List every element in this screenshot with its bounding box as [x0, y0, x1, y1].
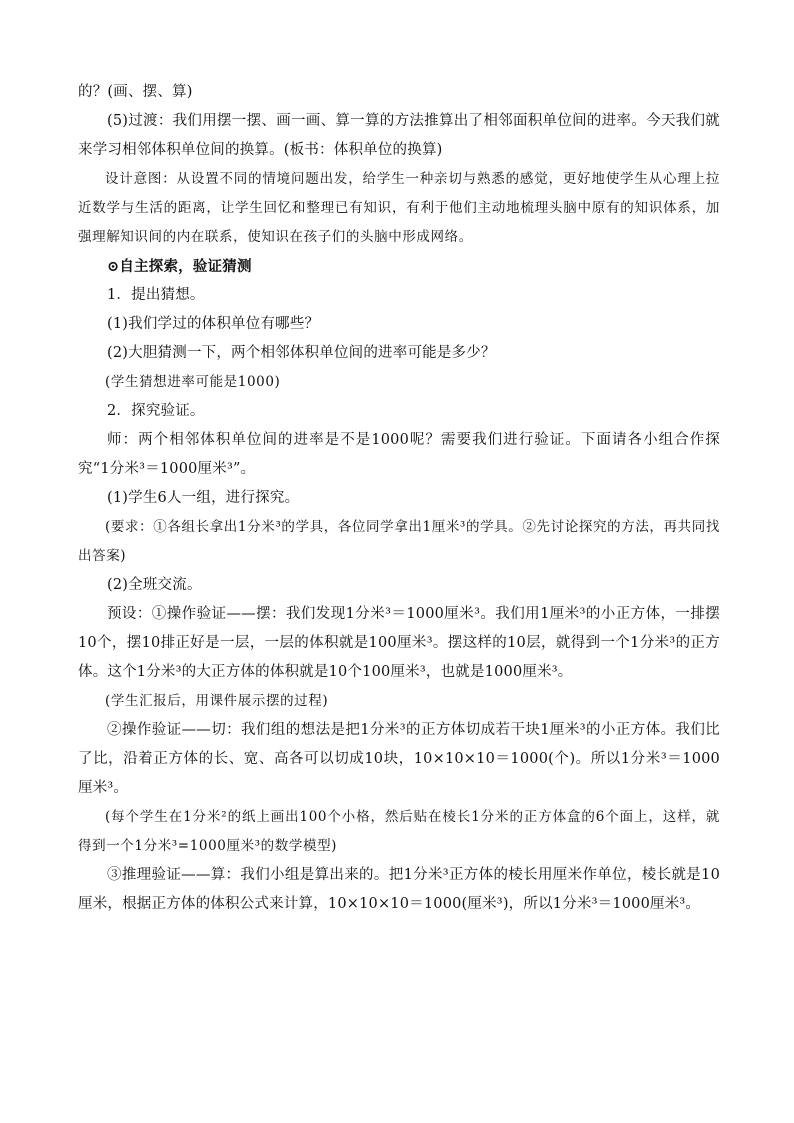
paragraph-17: ③推理验证——算：我们小组是算出来的。把1分米³正方体的棱长用厘米作单位，棱长就是10厘米，根据正方体的体积公式来计算，10×10×10＝1000(厘米³)，所以1分米³＝1000厘米³。 [78, 867, 720, 912]
paragraph-4: 1．提出猜想。 [107, 287, 205, 303]
paragraph-14: (学生汇报后，用课件展示摆的过程) [105, 693, 329, 709]
paragraph-1: (5)过渡：我们用摆一摆、画一画、算一算的方法推算出了相邻面积单位间的进率。今天我们就来学习相邻体积单位间的换算。(板书：体积单位的换算) [78, 113, 720, 158]
paragraph-11: (要求：①各组长拿出1分米³的学具，各位同学拿出1厘米³的学具。②先讨论探究的方法，再共同找出答案) [78, 519, 720, 564]
paragraph-6: (2)大胆猜测一下，两个相邻体积单位间的进率可能是多少？ [107, 345, 496, 361]
paragraph-0: 的？(画、摆、算) [78, 84, 193, 100]
paragraph-8: 2．探究验证。 [107, 403, 205, 419]
paragraph-12: (2)全班交流。 [107, 577, 202, 593]
paragraph-2: 设计意图：从设置不同的情境问题出发，给学生一种亲切与熟悉的感觉，更好地使学生从心理上拉近数学与生活的距离，让学生回忆和整理已有知识，有利于他们主动地梳理头脑中原有的知识体系，加强理解知识间的内在联系，使知识在孩子们的头脑中形成网络。 [78, 171, 720, 245]
paragraph-3: ⊙自主探索，验证猜测 [107, 258, 252, 275]
paragraph-9: 师：两个相邻体积单位间的进率是不是1000呢？需要我们进行验证。下面请各小组合作探究“1分米³＝1000厘米³”。 [78, 432, 720, 477]
paragraph-15: ②操作验证——切：我们组的想法是把1分米³的正方体切成若干块1厘米³的小正方体。我们比了比，沿着正方体的长、宽、高各可以切成10块，10×10×10＝1000(个)。所以1分米³＝1000厘米³。 [78, 722, 720, 796]
paragraph-10: (1)学生6人一组，进行探究。 [107, 490, 300, 506]
paragraph-13: 预设：①操作验证——摆：我们发现1分米³＝1000厘米³。我们用1厘米³的小正方体，一排摆10个，摆10排正好是一层，一层的体积就是100厘米³。摆这样的10层，就得到一个1分米³的正方体。这个1分米³的大正方体的体积就是10个100厘米³，也就是1000厘米³。 [78, 606, 720, 680]
paragraph-16: (每个学生在1分米²的纸上画出100个小格，然后贴在棱长1分米的正方体盒的6个面上，这样，就得到一个1分米³=1000厘米³的数学模型) [78, 809, 720, 854]
paragraph-5: (1)我们学过的体积单位有哪些？ [107, 316, 320, 332]
paragraph-7: (学生猜想进率可能是1000) [105, 374, 281, 390]
